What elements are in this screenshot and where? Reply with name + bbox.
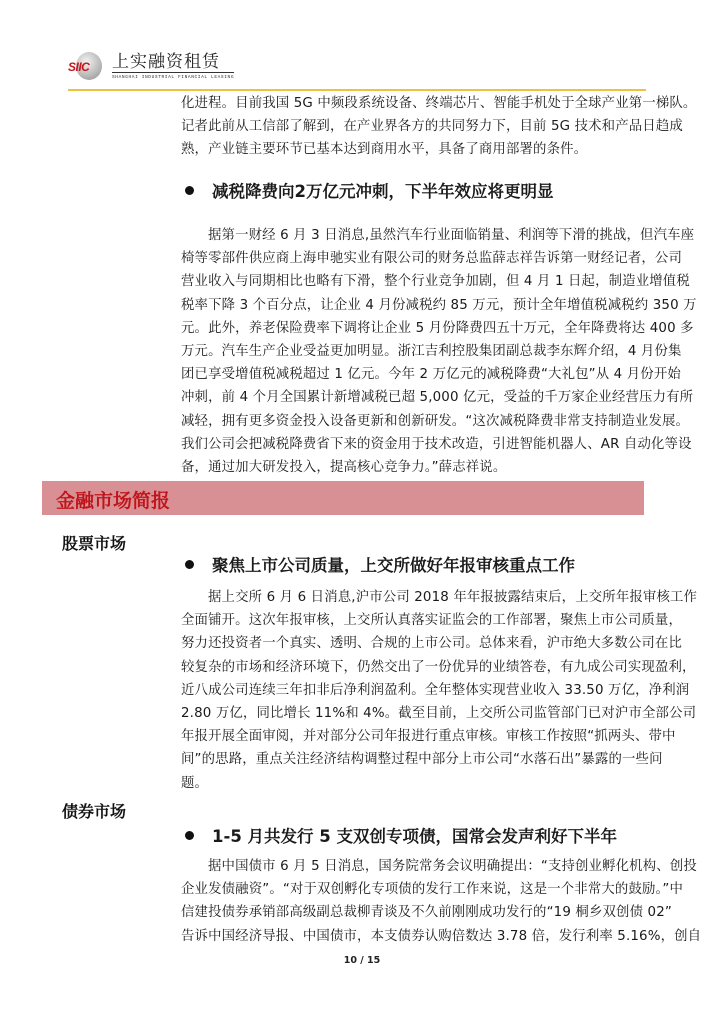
text-line: 团已享受增值税减税超过 1 亿元。今年 2 万亿元的减税降费“大礼包”从 4 月份开始 [181,367,681,383]
bullet-icon [185,186,194,195]
article-heading-stock [185,552,575,576]
page-number: 10 / 15 [343,955,381,966]
text-line: 据上交所 6 月 6 日消息,沪市公司 2018 年年报披露结束后，上交所年报审核工作 [208,590,698,605]
text-line: 信建投债券承销部高级副总裁柳青谈及不久前刚刚成功发行的“19 桐乡双创债 02” [181,905,672,921]
article-heading-bond [185,823,617,847]
document-header [68,48,234,84]
heading-text: 1-5 月共发行 5 支双创专项债，国常会发声利好下半年 [212,827,618,846]
text-line: 间”的思路，重点关注经济结构调整过程中部分上市公司“水落石出”暴露的一些问 [181,752,663,768]
logo-mark-text: SIIC [68,60,90,74]
brand-name-en: SHANGHAI INDUSTRIAL FINANCIAL LEASING [112,74,235,80]
section-title: 金融市场简报 [56,490,171,512]
text-line: 告诉中国经济导报、中国债市，本支债券认购倍数达 3.78 倍，发行利率 5.16%，创自 [181,928,702,944]
text-line: 努力还投资者一个真实、透明、合规的上市公司。总体来看，沪市绝大多数公司在比 [181,636,683,652]
article-heading-tax [185,178,553,202]
subheading-stock-market: 股票市场 [62,534,127,553]
text-line: 企业发债融资”。“对于双创孵化专项债的发行工作来说，这是一个非常大的鼓励。”中 [181,882,684,898]
article-body-bond [181,855,702,948]
text-line: 备，通过加大研发投入，提高核心竞争力。”薛志祥说。 [181,460,507,476]
text-line: 据第一财经 6 月 3 日消息,虽然汽车行业面临销量、利润等下滑的挑战，但汽车座 [208,228,695,243]
text-line: 记者此前从工信部了解到，在产业界各方的共同努力下，目前 5G 技术和产品日趋成 [181,119,683,135]
text-line: 税率下降 3 个百分点，让企业 4 月份减税约 85 万元，预计全年增值税减税约 350 万 [181,297,697,313]
brand [112,53,234,80]
text-line: 近八成公司连续三年扣非后净利润盈利。全年整体实现营业收入 33.50 万亿，净利润 [181,682,690,698]
bullet-icon [185,831,194,840]
text-line: 据中国债市 6 月 5 日消息，国务院常务会议明确提出：“支持创业孵化机构、创投 [208,859,697,874]
text-line: 营业收入与同期相比也略有下滑，整个行业竞争加剧，但 4 月 1 日起，制造业增值税 [181,274,690,290]
text-line: 化进程。目前我国 5G 中频段系统设备、终端芯片、智能手机处于全球产业第一梯队。 [181,96,697,111]
text-line: 减轻，拥有更多资金投入设备更新和创新研发。“这次减税降费非常支持制造业发展。 [181,413,690,429]
text-line: 全面铺开。这次年报审核，上交所认真落实证监会的工作部署，聚焦上市公司质量， [181,613,683,629]
brand-name-cn: 上实融资租赁 [112,53,234,73]
text-line: 题。 [181,775,209,791]
subheading-bond-market: 债券市场 [62,802,127,821]
text-line: 年报开展全面审阅，并对部分公司年报进行重点审核。审核工作按照“抓两头、带中 [181,729,676,745]
text-line: 元。此外，养老保险费率下调将让企业 5 月份降费四五十万元，全年降费将达 400 多 [181,320,694,336]
text-line: 2.80 万亿，同比增长 11%和 4%。截至目前，上交所公司监管部门已对沪市全部公司 [181,706,697,722]
intro-paragraph [181,92,697,162]
text-line: 熟，产业链主要环节已基本达到商用水平，具备了商用部署的条件。 [181,142,588,158]
text-line: 椅等零部件供应商上海申驰实业有限公司的财务总监薛志祥告诉第一财经记者，公司 [181,251,683,267]
text-line: 我们公司会把减税降费省下来的资金用于技术改造，引进智能机器人、AR 自动化等设 [181,436,692,452]
header-rule [68,89,646,91]
text-line: 冲刺，前 4 个月全国累计新增减税已超 5,000 亿元，受益的千万家企业经营压力有所 [181,390,694,406]
section-banner [42,481,644,515]
bullet-icon [185,560,194,569]
article-body-tax [181,224,697,479]
heading-text: 聚焦上市公司质量，上交所做好年报审核重点工作 [212,556,575,575]
text-line: 万元。汽车生产企业受益更加明显。浙江吉利控股集团副总裁李东辉介绍，4 月份集 [181,344,682,360]
siic-logo-icon [68,52,108,80]
text-line: 较复杂的市场和经济环境下，仍然交出了一份优异的业绩答卷，有九成公司实现盈利， [181,659,696,675]
article-body-stock [181,586,698,795]
heading-text: 减税降费向2万亿元冲刺，下半年效应将更明显 [212,182,554,201]
